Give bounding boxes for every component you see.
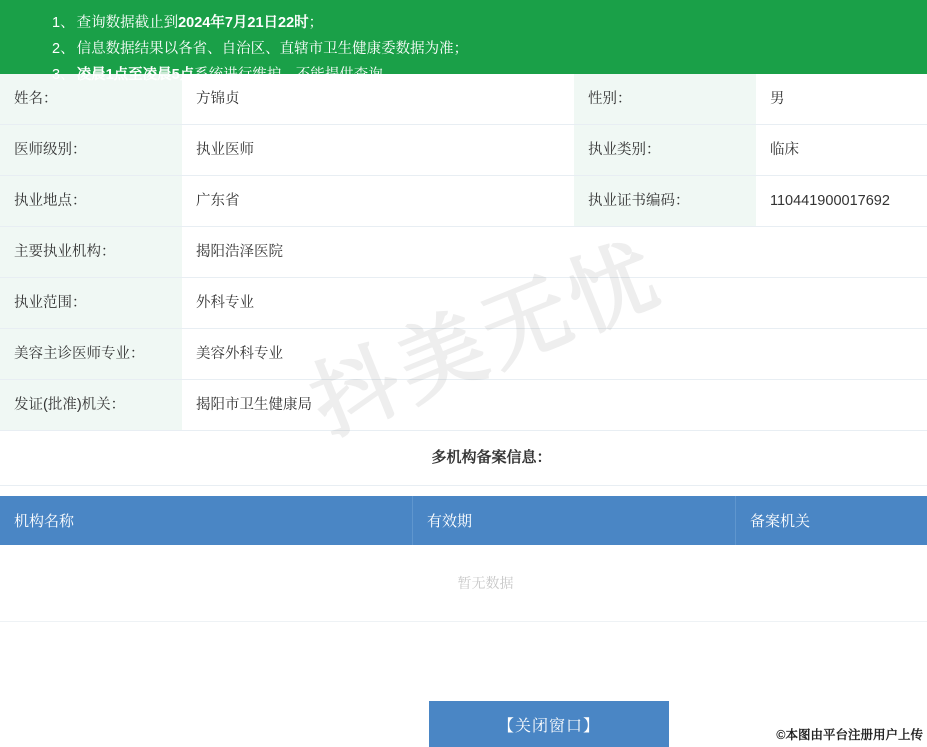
notice-line-1	[0, 10, 927, 36]
notice-text-bold: 2024年7月21日22时	[178, 15, 309, 31]
record-table	[0, 496, 927, 622]
notice-number: 2、	[52, 41, 75, 57]
field-value-practice-category: 临床	[756, 125, 927, 176]
field-label-name: 姓名：	[0, 74, 182, 125]
notice-text	[77, 38, 469, 60]
table-row	[0, 380, 927, 431]
field-label-cosmetic-specialty: 美容主诊医师专业：	[0, 329, 182, 380]
field-value-issuing-authority: 揭阳市卫生健康局	[182, 380, 927, 431]
field-value-practice-scope: 外科专业	[182, 278, 927, 329]
table-row	[0, 176, 927, 227]
field-value-main-institution: 揭阳浩泽医院	[182, 227, 927, 278]
field-label-practice-category: 执业类别：	[574, 125, 756, 176]
field-value-name: 方锦贞	[182, 74, 574, 125]
credit-text: ©本图由平台注册用户上传	[776, 728, 923, 742]
table-row	[0, 278, 927, 329]
notice-text	[77, 64, 398, 86]
notice-line-2	[0, 36, 927, 62]
field-label-doctor-level: 医师级别：	[0, 125, 182, 176]
field-label-practice-scope: 执业范围：	[0, 278, 182, 329]
notice-number: 1、	[52, 15, 75, 31]
field-value-gender: 男	[756, 74, 927, 125]
notice-banner	[0, 0, 927, 83]
column-header-validity-period: 有效期	[413, 496, 736, 545]
column-header-institution-name: 机构名称	[0, 496, 413, 545]
notice-text-prefix: 查询数据截止到	[76, 15, 179, 31]
notice-text-bold: 凌晨1点至凌晨5点	[76, 67, 195, 83]
field-label-license-number: 执业证书编码：	[574, 176, 756, 227]
notice-text	[77, 12, 324, 34]
field-label-gender: 性别：	[574, 74, 756, 125]
table-row	[0, 125, 927, 176]
column-header-record-authority: 备案机关	[736, 496, 927, 545]
field-value-cosmetic-specialty: 美容外科专业	[182, 329, 927, 380]
field-label-issuing-authority: 发证(批准)机关：	[0, 380, 182, 431]
section-title: 多机构备案信息：	[0, 431, 927, 486]
table-row	[0, 329, 927, 380]
field-value-practice-location: 广东省	[182, 176, 574, 227]
field-label-practice-location: 执业地点：	[0, 176, 182, 227]
doctor-info-table	[0, 74, 927, 486]
notice-text-suffix: ；	[308, 15, 324, 31]
table-row	[0, 227, 927, 278]
empty-state-text: 暂无数据	[0, 545, 927, 622]
record-empty-row	[0, 545, 927, 622]
footer	[0, 699, 927, 747]
section-header-row	[0, 431, 927, 486]
notice-text-suffix: 系统进行维护，不能提供查询。	[194, 67, 398, 83]
field-value-doctor-level: 执业医师	[182, 125, 574, 176]
notice-text-prefix: 信息数据结果以各省、自治区、直辖市卫生健康委数据为准；	[76, 41, 469, 57]
close-window-button[interactable]: 【关闭窗口】	[429, 701, 669, 747]
record-table-wrapper	[0, 496, 927, 622]
notice-number: 3、	[52, 67, 75, 83]
record-table-header-row	[0, 496, 927, 545]
field-label-main-institution: 主要执业机构：	[0, 227, 182, 278]
field-value-license-number: 110441900017692	[756, 176, 927, 227]
